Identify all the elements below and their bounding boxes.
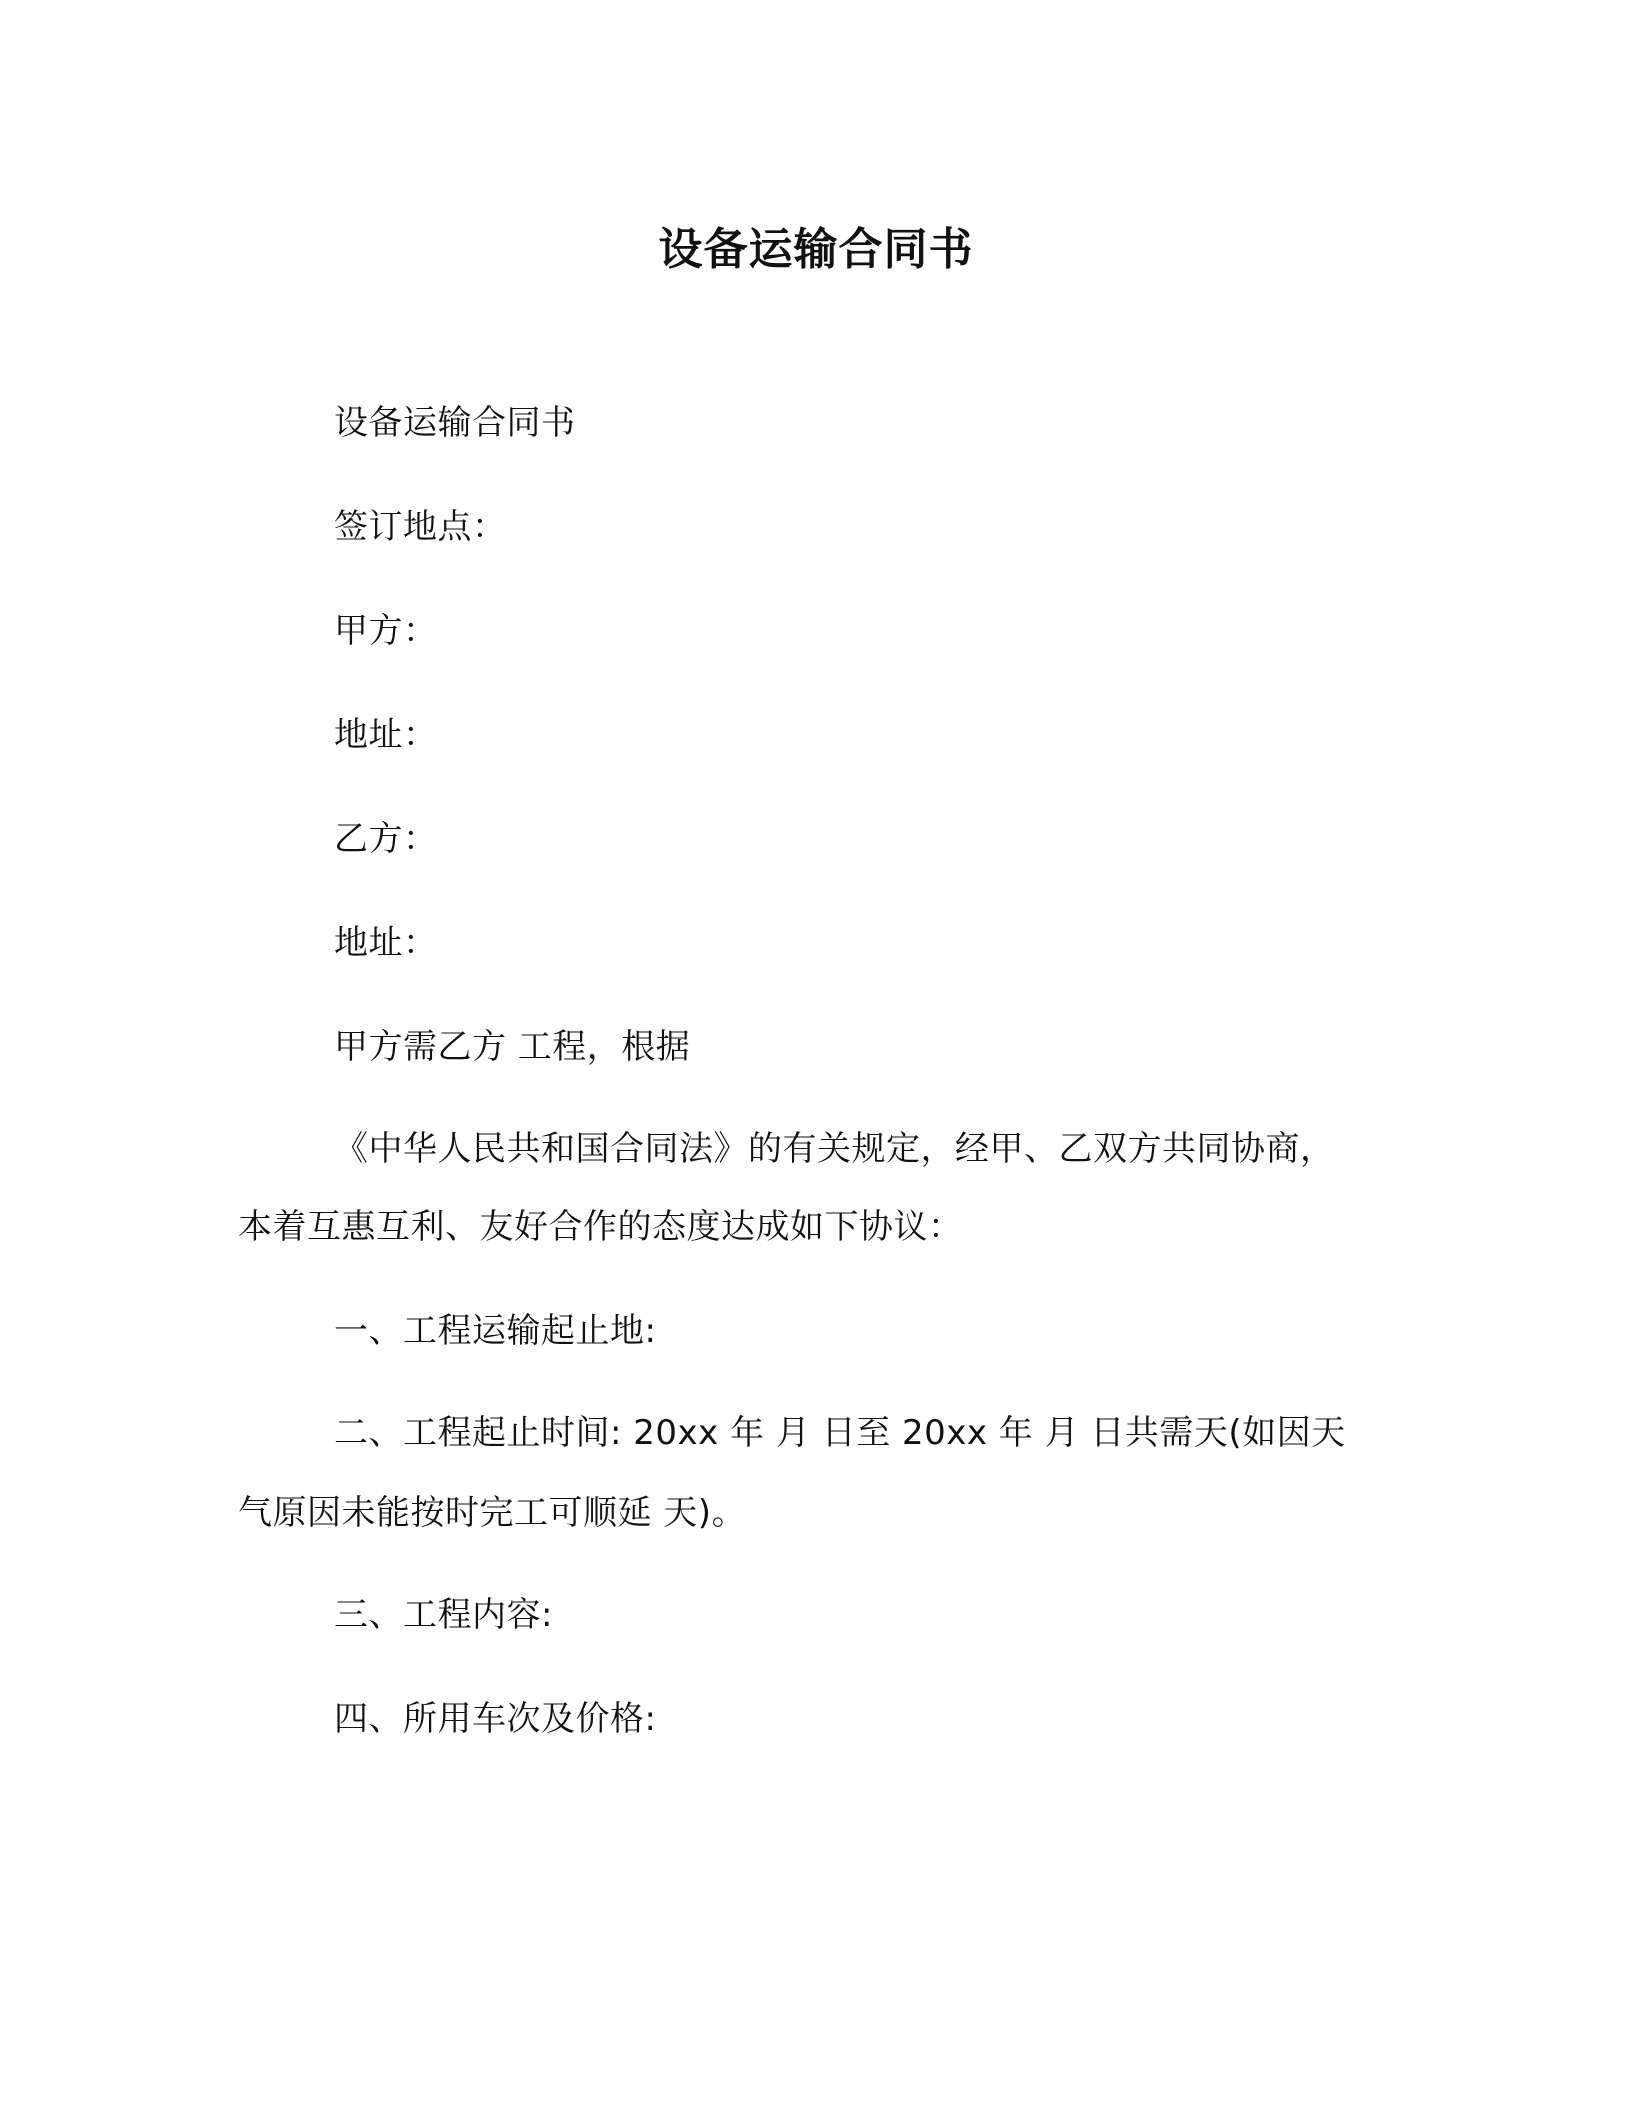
heading-line: [238, 384, 1398, 462]
party-b-address-label: 地址：: [334, 923, 438, 963]
clause-1-line: [238, 1292, 1398, 1370]
law-paragraph-text-2: 本着互惠互利、友好合作的态度达成如下协议：: [238, 1207, 963, 1247]
signing-location-label: 签订地点：: [334, 507, 507, 547]
clause-4-line: [238, 1680, 1398, 1758]
signing-location-line: [238, 488, 1398, 566]
clause-4-text: 四、所用车次及价格:: [334, 1699, 657, 1739]
clause-2-line-1: [238, 1394, 1398, 1472]
party-a-address-line: [238, 696, 1398, 774]
party-a-line: [238, 592, 1398, 670]
law-paragraph-text-1: 《中华人民共和国合同法》的有关规定，经甲、乙双方共同协商，: [334, 1129, 1335, 1169]
party-a-label: 甲方：: [334, 611, 438, 651]
clause-2-line-2: [238, 1474, 1398, 1552]
party-b-address-line: [238, 904, 1398, 982]
law-paragraph-line-2: [238, 1188, 1398, 1266]
project-basis-text: 甲方需乙方 工程，根据: [334, 1027, 691, 1067]
document-title: 设备运输合同书: [658, 224, 974, 275]
law-paragraph-line-1: [238, 1110, 1398, 1188]
clause-2-text-1: 二、工程起止时间: 20xx 年 月 日至 20xx 年 月 日共需天(如因天: [334, 1413, 1346, 1453]
party-b-line: [238, 800, 1398, 878]
heading-text: 设备运输合同书: [334, 403, 576, 443]
clause-2-text-2: 气原因未能按时完工可顺延 天)。: [238, 1493, 747, 1533]
clause-3-text: 三、工程内容:: [334, 1595, 553, 1635]
party-a-address-label: 地址：: [334, 715, 438, 755]
project-basis-line: [238, 1008, 1398, 1086]
clause-3-line: [238, 1576, 1398, 1654]
party-b-label: 乙方：: [334, 819, 438, 859]
clause-1-text: 一、工程运输起止地:: [334, 1311, 657, 1351]
